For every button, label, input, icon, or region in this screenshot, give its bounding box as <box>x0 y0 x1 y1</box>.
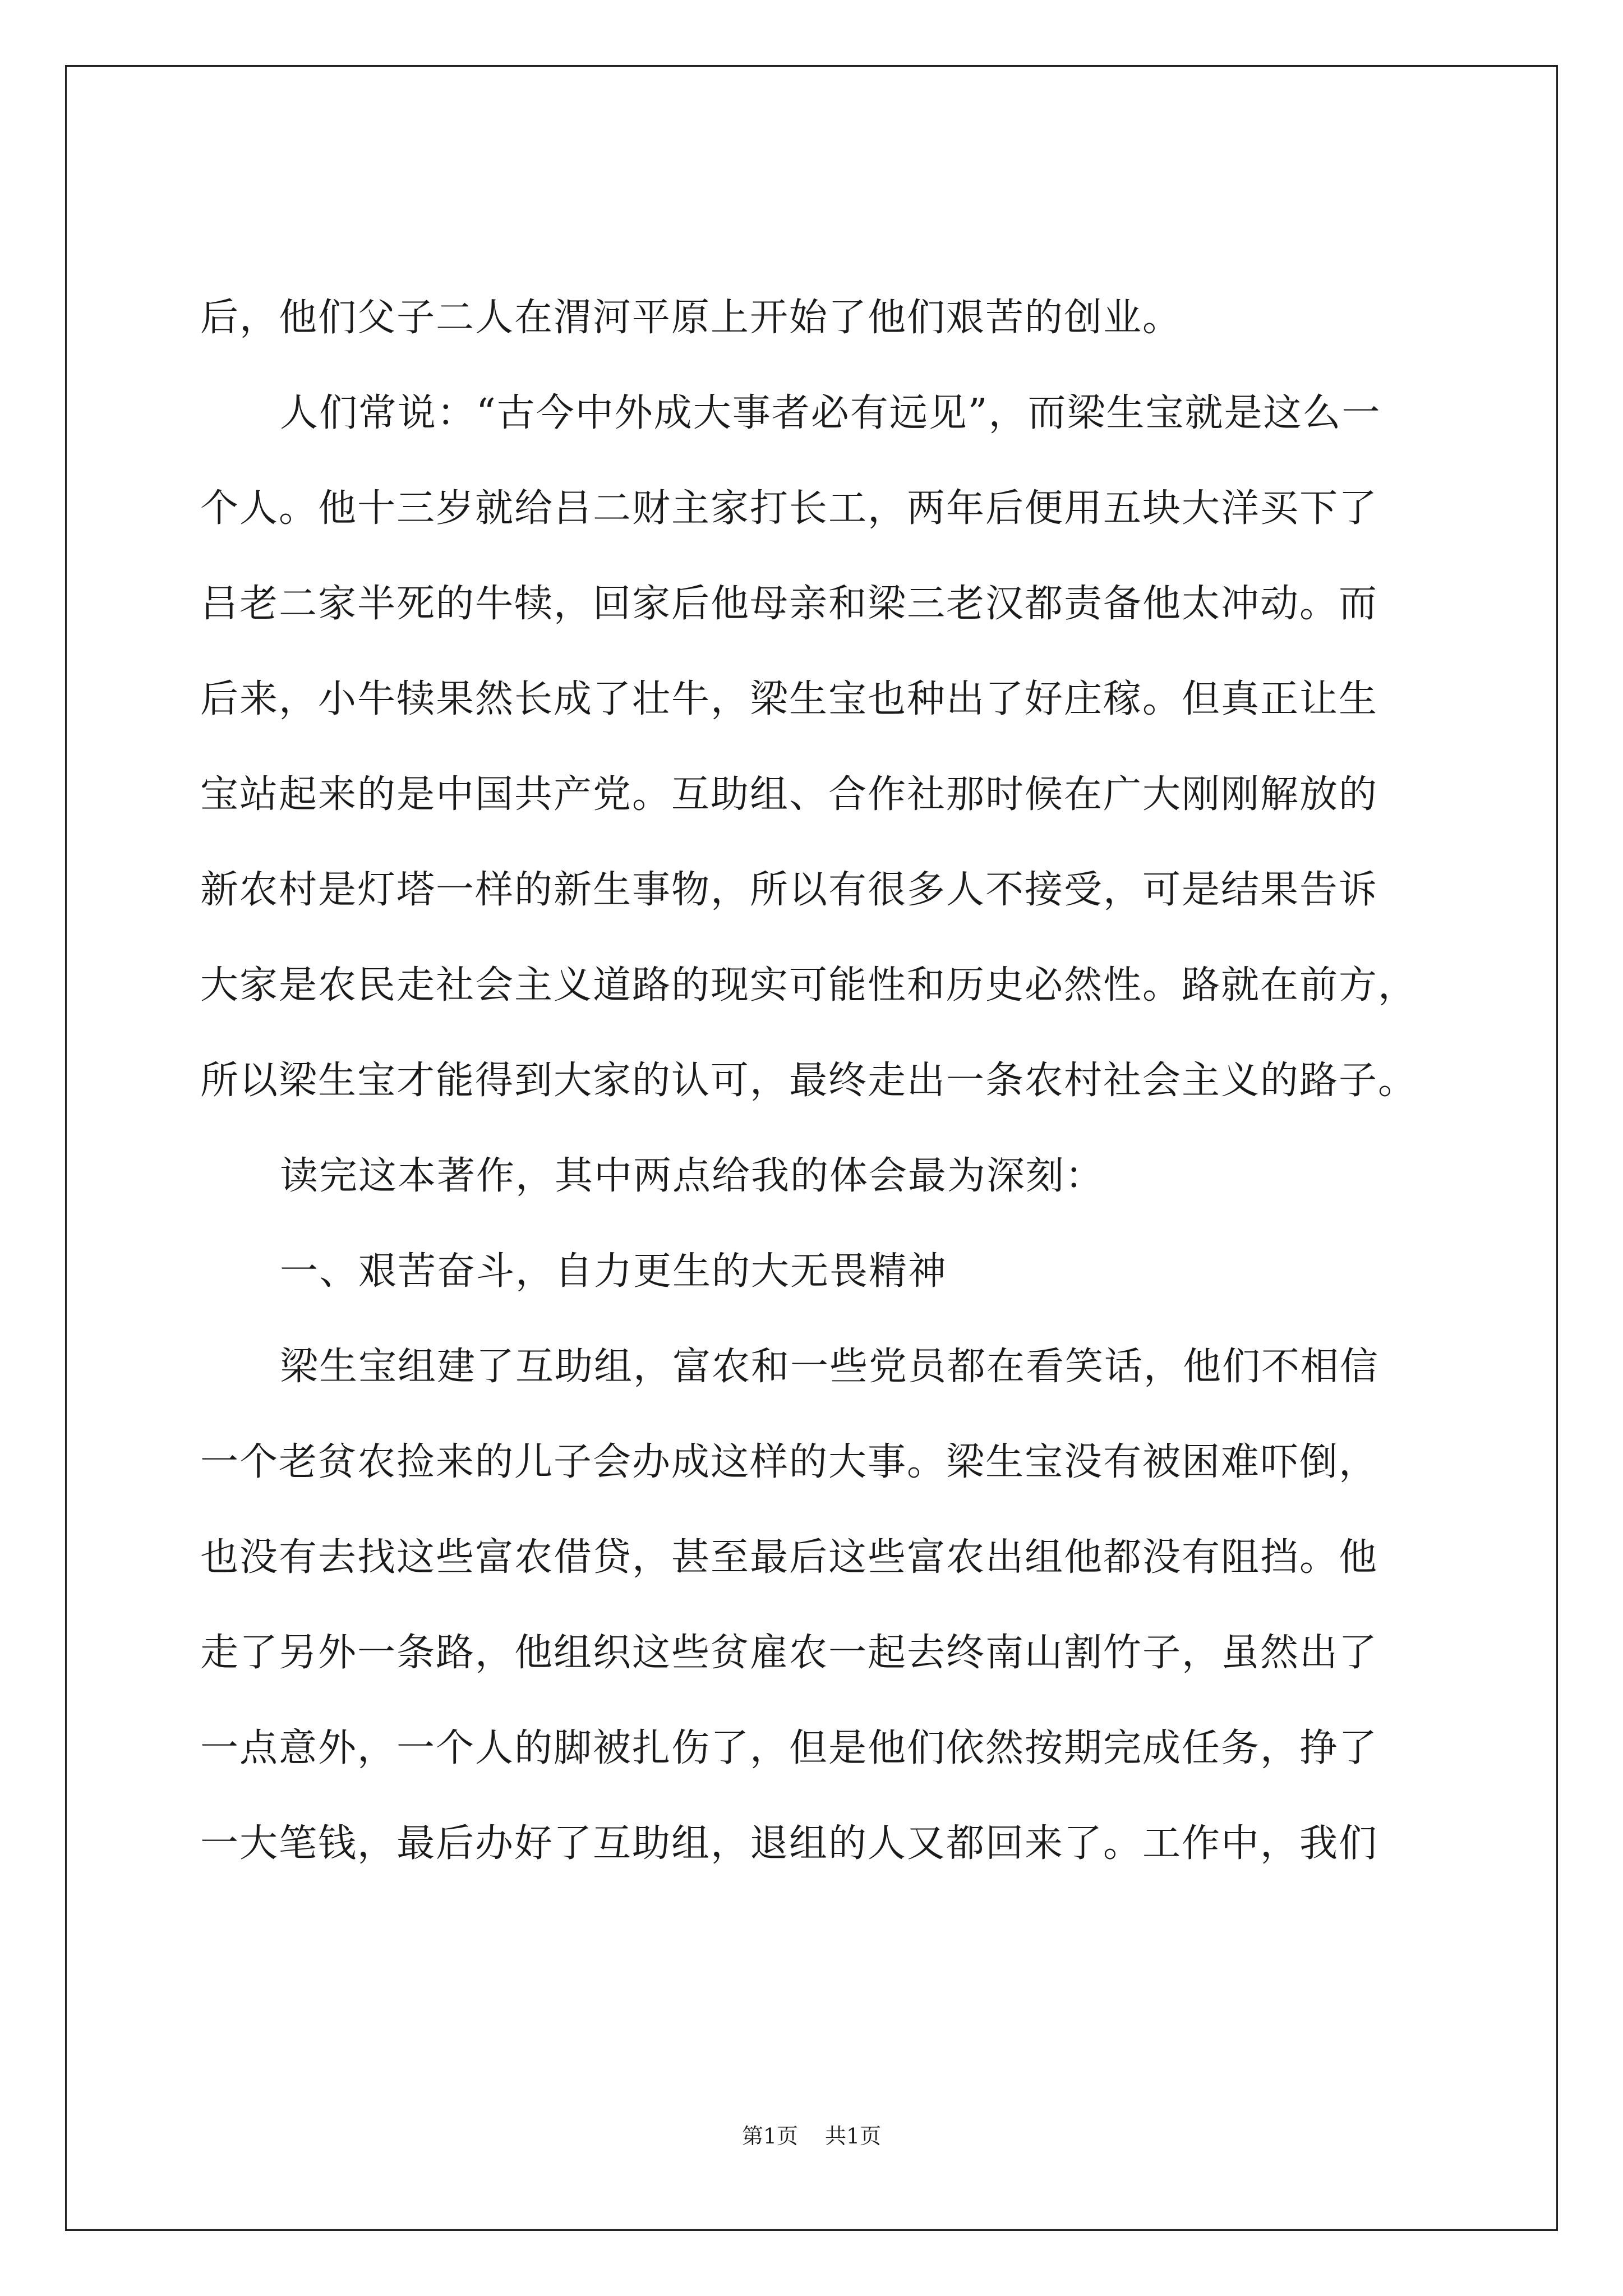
text-line: 也没有去找这些富农借贷，甚至最后这些富农出组他都没有阻挡。他 <box>200 1535 1378 1580</box>
section-heading: 一、艰苦奋斗，自力更生的大无畏精神 <box>280 1249 948 1294</box>
text-line: 所以梁生宝才能得到大家的认可，最终走出一条农村社会主义的路子。 <box>200 1059 1418 1103</box>
text-line: 人们常说：“古今中外成大事者必有远见”，而梁生宝就是这么一 <box>280 391 1381 435</box>
page-number: 第1页 <box>741 2124 798 2148</box>
text-line: 后来，小牛犊果然长成了壮牛，梁生宝也种出了好庄稼。但真正让生 <box>200 677 1378 721</box>
text-line: 新农村是灯塔一样的新生事物，所以有很多人不接受，可是结果告诉 <box>200 868 1378 912</box>
text-line: 一大笔钱，最后办好了互助组，退组的人又都回来了。工作中，我们 <box>200 1821 1378 1866</box>
text-line: 个人。他十三岁就给吕二财主家打长工，两年后便用五块大洋买下了 <box>200 486 1378 531</box>
text-line: 吕老二家半死的牛犊，回家后他母亲和梁三老汉都责备他太冲动。而 <box>200 582 1378 626</box>
text-line: 大家是农民走社会主义道路的现实可能性和历史必然性。路就在前方， <box>200 963 1418 1007</box>
document-body <box>67 67 1556 2229</box>
page-frame <box>65 65 1558 2231</box>
page-count: 共1页 <box>825 2124 882 2148</box>
text-line: 走了另外一条路，他组织这些贫雇农一起去终南山割竹子，虽然出了 <box>200 1631 1378 1675</box>
text-line: 读完这本著作，其中两点给我的体会最为深刻： <box>280 1154 1105 1198</box>
page-footer <box>67 2119 1556 2150</box>
text-line: 宝站起来的是中国共产党。互助组、合作社那时候在广大刚刚解放的 <box>200 772 1378 817</box>
text-line: 后，他们父子二人在渭河平原上开始了他们艰苦的创业。 <box>200 296 1182 340</box>
text-line: 一点意外，一个人的脚被扎伤了，但是他们依然按期完成任务，挣了 <box>200 1726 1378 1770</box>
text-line: 梁生宝组建了互助组，富农和一些党员都在看笑话，他们不相信 <box>280 1345 1380 1389</box>
text-line: 一个老贫农捡来的儿子会办成这样的大事。梁生宝没有被困难吓倒， <box>200 1440 1378 1484</box>
